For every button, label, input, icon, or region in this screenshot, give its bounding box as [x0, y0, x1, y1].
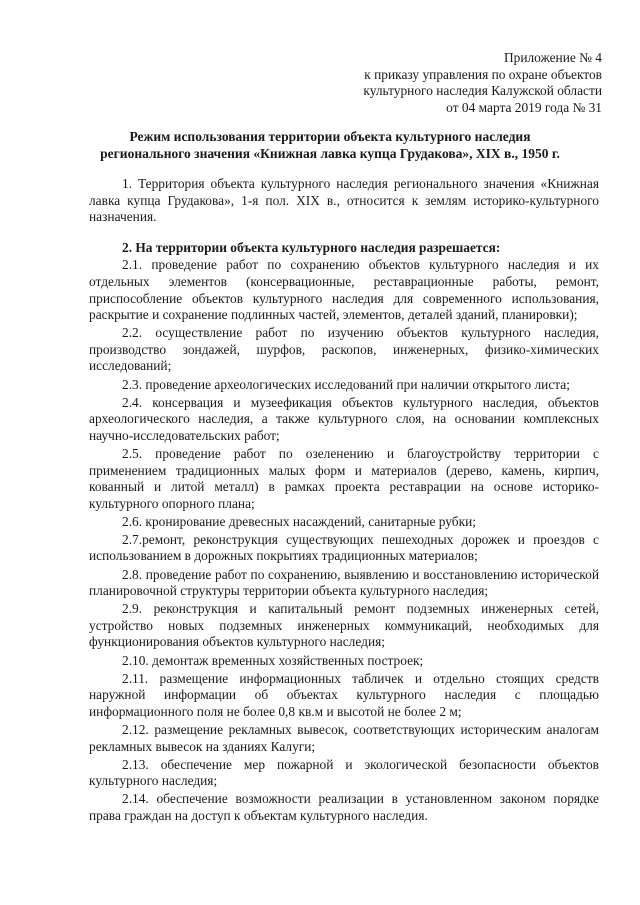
document-body	[89, 176, 599, 826]
list-item: 2.5. проведение работ по озеленению и благоустройству территории с применением традиционных малых форм и материалов (дерево, камень, кирпич, кованный и литой металл) в рамках проекта реставрации на основе историко-культурного опорного плана;	[89, 445, 599, 511]
appendix-number: Приложение № 4	[503, 50, 602, 65]
title-line-1: Режим использования территории объекта культурного наследия	[129, 129, 531, 144]
list-item: 2.13. обеспечение мер пожарной и экологической безопасности объектов культурного наследия;	[89, 756, 599, 789]
list-item: 2.2. осуществление работ по изучению объектов культурного наследия, производство зондажей, шурфов, раскопов, инженерных, физико-химических исследований;	[89, 325, 599, 374]
list-item: 2.7.ремонт, реконструкция существующих пешеходных дорожек и проездов с использованием в дорожных покрытиях традиционных материалов;	[89, 531, 599, 564]
appendix-date: от 04 марта 2019 года № 31	[446, 99, 602, 115]
list-item: 2.1. проведение работ по сохранению объектов культурного наследия и их отдельных элементов (консервационные, реставрационные работы, ремонт, приспособление объектов культурного наследия для современного использования, раскрытие и сохранение подлинных частей, элементов, деталей зданий, планировки);	[89, 257, 599, 323]
title-line-2: регионального значения «Книжная лавка купца Грудакова», XIX в., 1950 г.	[100, 146, 560, 161]
list-item: 2.11. размещение информационных табличек и отдельно стоящих средств наружной информации об объектах культурного наследия с площадью информационного поля не более 0,8 кв.м и высотой не более 2 м;	[89, 670, 599, 719]
intro-paragraph: 1. Территория объекта культурного наследия регионального значения «Книжная лавка купца Грудакова», 1-я пол. XIX в., относится к землям историко-культурного назначения.	[89, 176, 599, 225]
list-item: 2.4. консервация и музеефикация объектов культурного наследия, объектов археологического наследия, а также культурного слоя, на основании комплексных научно-исследовательских работ;	[89, 394, 599, 443]
appendix-block	[363, 50, 602, 116]
list-item: 2.10. демонтаж временных хозяйственных построек;	[122, 652, 424, 668]
list-item: 2.12. размещение рекламных вывесок, соответствующих историческим аналогам рекламных вывесок на зданиях Калуги;	[89, 721, 599, 754]
list-item: 2.8. проведение работ по сохранению, выявлению и восстановлению исторической планировочной структуры территории объекта культурного наследия;	[89, 566, 599, 599]
appendix-authority: культурного наследия Калужской области	[363, 83, 602, 99]
list-item: 2.14. обеспечение возможности реализации в установленном законом порядке права граждан на доступ к объектам культурного наследия.	[89, 791, 599, 823]
list-item: 2.6. кронирование древесных насаждений, санитарные рубки;	[122, 513, 476, 529]
section-heading: 2. На территории объекта культурного наследия разрешается:	[122, 239, 501, 255]
list-item: 2.3. проведение археологических исследований при наличии открытого листа;	[122, 376, 570, 392]
list-item: 2.9. реконструкция и капитальный ремонт подземных инженерных сетей, устройство новых подземных инженерных коммуникаций, необходимых для функционирования объектов культурного наследия;	[89, 601, 599, 650]
appendix-order-ref: к приказу управления по охране объектов	[364, 66, 602, 82]
document-title	[60, 128, 600, 162]
